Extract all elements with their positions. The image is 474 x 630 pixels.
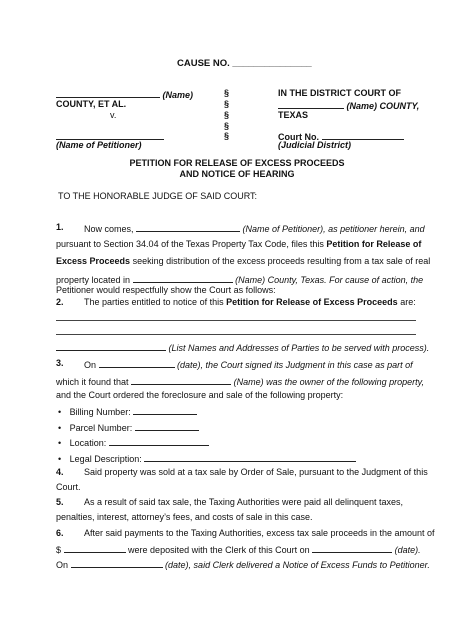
p1-line-c	[56, 239, 421, 250]
p1-line-d	[56, 256, 430, 267]
section-symbol: §	[224, 121, 230, 131]
p1-text: property located in	[56, 275, 131, 285]
p6-text: were deposited with the Clerk of this Court on	[128, 545, 310, 555]
billing-number-label: Billing Number:	[69, 407, 131, 417]
legal-description-label: Legal Description:	[69, 454, 142, 464]
excess-amount-blank[interactable]	[64, 543, 126, 553]
section-symbol: §	[224, 110, 230, 120]
parties-line[interactable]	[56, 320, 416, 321]
p1-line-a	[84, 222, 425, 235]
location-label: Location:	[69, 438, 107, 448]
p1-bold-text: Petition for Release of	[326, 239, 422, 249]
p6-line-a: After said payments to the Taxing Authorities, excess tax sale proceeds in the amount of	[84, 528, 435, 538]
p2-text: The parties entitled to notice of this	[84, 297, 224, 307]
dollar-sign: $	[56, 545, 62, 555]
petition-title-line2: AND NOTICE OF HEARING	[179, 169, 295, 179]
p1-text: pursuant to Section 34.04 of the Texas Property Tax Code, files this	[56, 239, 324, 249]
texas-label: TEXAS	[278, 110, 309, 120]
parties-line[interactable]	[56, 334, 416, 335]
p1-text: Now comes,	[84, 224, 134, 234]
p3-text: On	[84, 360, 97, 370]
p3-line-d: and the Court ordered the foreclosure and sale of the following property:	[56, 390, 344, 400]
court-no-label: Court No.	[278, 132, 319, 142]
salutation: TO THE HONORABLE JUDGE OF SAID COURT:	[58, 191, 258, 201]
billing-number-blank[interactable]	[133, 405, 197, 415]
parcel-number-blank[interactable]	[135, 421, 199, 431]
p1-bold-text: Excess Proceeds	[56, 256, 131, 266]
p2-list-row	[56, 341, 429, 354]
court-no-blank[interactable]	[322, 130, 404, 140]
parcel-number-label: Parcel Number:	[69, 423, 133, 433]
cause-number: CAUSE NO. _______________	[177, 58, 312, 69]
deposit-date-blank[interactable]	[312, 543, 392, 553]
p4-line-a: Said property was sold at a tax sale by Order of Sale, pursuant to the Judgment of this	[84, 467, 428, 477]
judgment-date-blank[interactable]	[99, 358, 175, 368]
p2-bold-text: Petition for Release of Excess Proceeds	[226, 297, 398, 307]
p2-line-a	[84, 297, 416, 308]
paragraph-number: 3.	[56, 358, 64, 368]
p3-line-c	[56, 375, 424, 388]
bullet-billing	[58, 405, 197, 418]
p1-line-e	[56, 273, 423, 286]
p5-line-b: penalties, interest, attorney’s fees, and costs of sale in this case.	[56, 512, 313, 522]
p5-line-a: As a result of said tax sale, the Taxing Authorities were paid all delinquent taxes,	[84, 497, 404, 507]
p1-line-f: Petitioner would respectfully show the Court as follows:	[56, 285, 276, 295]
petitioner-label: (Name of Petitioner)	[56, 140, 142, 150]
p1-text: seeking distribution of the excess proceeds resulting from a tax sale of real	[132, 256, 431, 266]
county-et-al: COUNTY, ET AL.	[56, 99, 127, 109]
bullet-icon: •	[58, 454, 62, 464]
court-county-label: (Name) COUNTY,	[346, 101, 420, 111]
petitioner-blank[interactable]	[56, 130, 164, 140]
p3-text: (Name) was the owner of the following property,	[233, 377, 424, 387]
section-symbol: §	[224, 99, 230, 109]
p1-text: (Name) County, Texas. For cause of action, the	[235, 275, 424, 285]
p6-line-c	[56, 558, 430, 571]
p6-text: (date), said Clerk delivered a Notice of Excess Funds to Petitioner.	[165, 560, 430, 570]
parties-blank[interactable]	[56, 341, 166, 351]
petitioner-name-blank[interactable]	[136, 222, 240, 232]
p4-line-b: Court.	[56, 482, 81, 492]
p3-text: (date), the Court signed its Judgment in this case as part of	[177, 360, 413, 370]
court-county-blank[interactable]	[278, 99, 344, 109]
name-label: (Name)	[162, 90, 194, 100]
versus: v.	[110, 110, 117, 120]
bullet-icon: •	[58, 407, 62, 417]
bullet-icon: •	[58, 423, 62, 433]
list-label: (List Names and Addresses of Parties to be served with process).	[168, 343, 430, 353]
owner-name-blank[interactable]	[131, 375, 231, 385]
legal-description-blank[interactable]	[144, 452, 356, 462]
bullet-parcel	[58, 421, 199, 434]
county-blank[interactable]	[133, 273, 233, 283]
paragraph-number: 1.	[56, 222, 64, 232]
bullet-location	[58, 436, 209, 449]
p3-text: which it found that	[56, 377, 129, 387]
notice-date-blank[interactable]	[71, 558, 163, 568]
p2-text: are:	[400, 297, 416, 307]
section-symbol: §	[224, 131, 230, 141]
p3-line-a	[84, 358, 413, 371]
court-heading: IN THE DISTRICT COURT OF	[278, 88, 401, 98]
petition-title-line1: PETITION FOR RELEASE OF EXCESS PROCEEDS	[129, 158, 345, 168]
section-symbol: §	[224, 88, 230, 98]
p6-text: On	[56, 560, 69, 570]
county-name-blank[interactable]	[56, 88, 160, 98]
paragraph-number: 6.	[56, 528, 64, 538]
judicial-district-label: (Judicial District)	[278, 140, 352, 150]
paragraph-number: 4.	[56, 467, 64, 477]
p6-line-b	[56, 543, 421, 556]
paragraph-number: 2.	[56, 297, 64, 307]
paragraph-number: 5.	[56, 497, 64, 507]
p6-text: (date).	[394, 545, 421, 555]
p1-text: (Name of Petitioner), as petitioner herein, and	[242, 224, 425, 234]
bullet-icon: •	[58, 438, 62, 448]
bullet-legal	[58, 452, 356, 465]
location-blank[interactable]	[109, 436, 209, 446]
